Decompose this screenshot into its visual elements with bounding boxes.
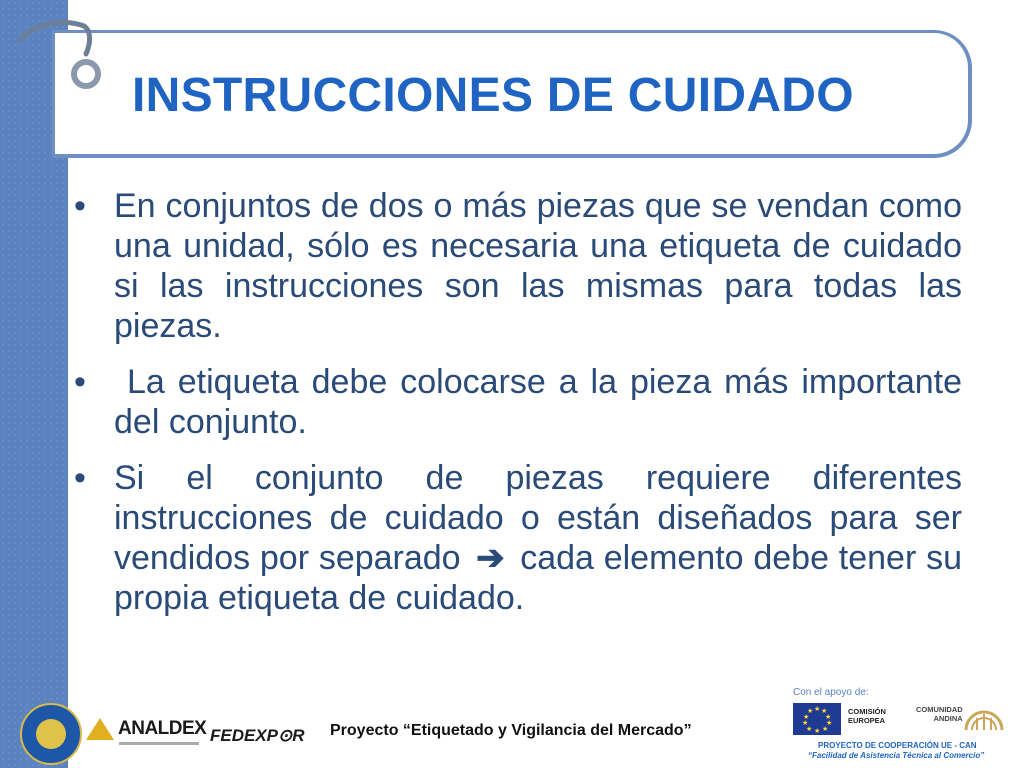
cooperation-line-2: “Facilidad de Asistencia Técnica al Comercio” — [808, 751, 985, 760]
slide-title: INSTRUCCIONES DE CUIDADO — [132, 69, 854, 122]
bullet-text: La etiqueta debe colocarse a la pieza más importante del conjunto. — [114, 363, 972, 441]
bullet-symbol: • — [74, 187, 86, 225]
comunidad-andina-arc-icon — [962, 702, 1006, 732]
bullet-item-3 — [74, 458, 962, 618]
eu-flag-icon: ★ ★ ★ ★ ★ ★ ★ ★ ★ ★ — [793, 703, 841, 735]
analdex-logo-text: ANALDEX — [118, 718, 207, 739]
fedexpor-logo: FEDEXP⊙R — [210, 726, 305, 745]
hook-icon — [12, 14, 112, 104]
support-label: Con el apoyo de: — [793, 687, 869, 698]
analdex-tagline-line — [119, 742, 199, 745]
bullet-text: En conjuntos de dos o más piezas que se vendan como una unidad, sólo es necesaria una etiqueta de cuidado si las instrucciones son las mismas para todas las piezas. — [114, 187, 962, 345]
bullet-text-before: Si el conjunto de piezas requiere diferentes instrucciones de cuidado o están diseñados para ser vendidos por separado — [114, 459, 962, 577]
comision-europea-logo — [848, 707, 886, 725]
project-name: Proyecto “Etiquetado y Vigilancia del Mercado” — [330, 722, 692, 739]
bullet-symbol: • — [74, 363, 86, 401]
comunidad-andina-logo — [916, 705, 963, 723]
comision-line-2: EUROPEA — [848, 716, 886, 725]
analdex-triangle-icon — [86, 718, 114, 740]
cooperation-line-1: PROYECTO DE COOPERACIÓN UE - CAN — [818, 741, 977, 750]
can-line-2: ANDINA — [933, 714, 963, 723]
bullet-item-2 — [74, 362, 972, 442]
chamber-seal-icon — [20, 703, 82, 765]
arrow-right-icon: ➔ — [476, 539, 505, 577]
analdex-logo — [86, 718, 206, 740]
bullet-item-1 — [74, 186, 962, 346]
bullet-text-after: cada elemento debe tener su propia etiqueta de cuidado. — [114, 539, 962, 617]
can-line-1: COMUNIDAD — [916, 705, 963, 714]
comision-line-1: COMISIÓN — [848, 707, 886, 716]
bullet-list — [74, 186, 972, 634]
bullet-symbol: • — [74, 459, 86, 497]
